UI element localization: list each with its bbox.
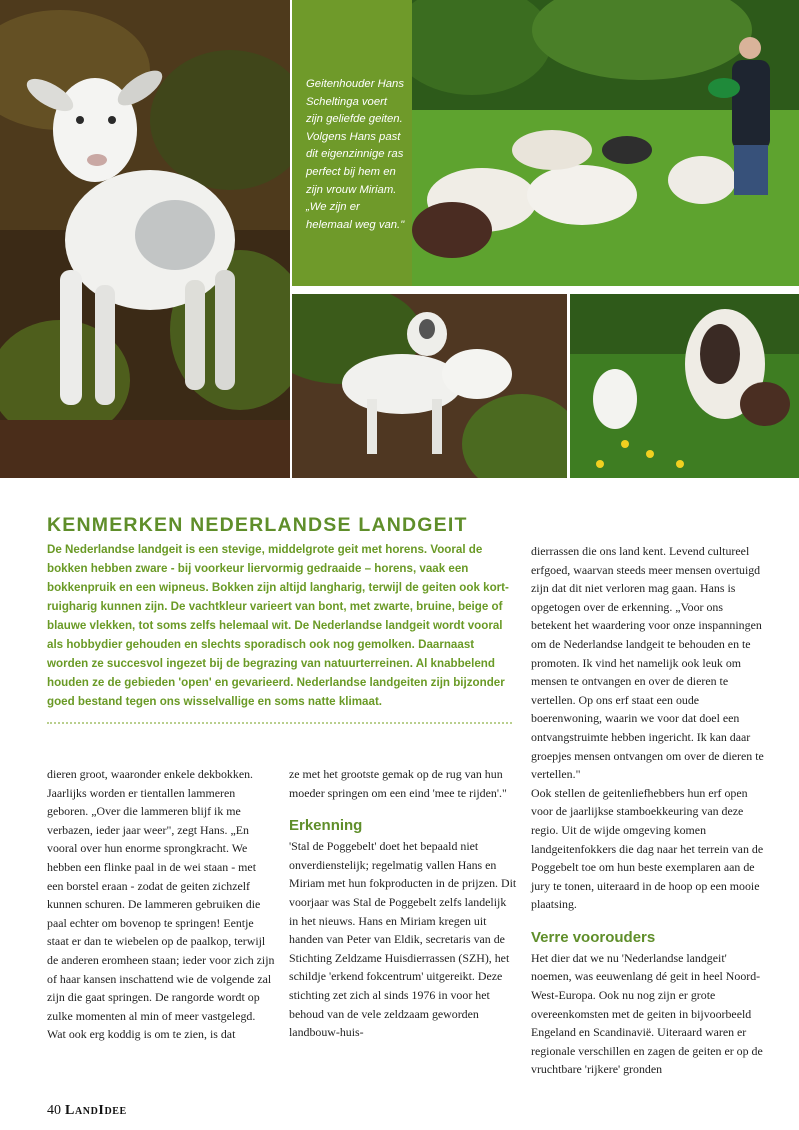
dotted-divider <box>47 722 512 724</box>
intro-paragraph: De Nederlandse landgeit is een stevige, middelgrote geit met horens. Vooral de bokken hebben zware - bij voorkeur liervormig gedraaide – horens, vaak een bokkenpruik en een wipneus. Bokken zijn altijd langharig, terwijl de geiten ook kort-ruigharig kunnen zijn. De vachtkleur varieert van bont, met zwarte, bruine, beige of blauwe vlekken, tot soms zelfs helemaal wit. De Nederlandse landgeit wordt vooral als hobbydier gehouden en slechts sporadisch ook nog gemolken. Daarnaast worden ze succesvol ingezet bij de begrazing van natuurterreinen. Al knabbelend houden ze de gebieden 'open' en gevarieerd. Nederlandse landgeiten zijn bijzonder goed bestand tegen ons wisselvallige en soms natte klimaat. <box>47 543 509 708</box>
photo-white-goat-kid <box>0 0 290 478</box>
section-heading: KENMERKEN NEDERLANDSE LANDGEIT <box>47 514 468 536</box>
photo-mother-goat-with-kid <box>570 294 799 478</box>
paragraph: dierrassen die ons land kent. Levend cultureel erfgoed, waarvan steeds meer mensen overtuigd zijn dat dit niet verloren mag gaan. Hans is opgetogen over de erkenning. „Voor ons betekent het waardering voor onze inspanningen om de Nederlandse landgeit te behouden en te promoten. Ik vind het namelijk ook leuk om mensen te ontvangen en over de dieren te vertellen. Op ons erf staat een oude boerenwoning, waarin we voor dat doel een ontvangstruimte hebben ingericht. Ik kan daar groepjes mensen ontvangen om over de dieren te vertellen." <box>531 544 764 782</box>
paragraph: Ook stellen de geitenliefhebbers hun erf open voor de jaarlijkse stamboekkeuring van deze regio. Uit de wijde omgeving komen landgeitenfokkers die dag naar het terrein van de Poggebelt toe om hun beste exemplaren aan de jury te tonen, uiteraard in de hoop op een mooie plaatsing. <box>531 785 764 912</box>
paragraph: Wat ook erg koddig is om te zien, is dat <box>47 1027 236 1042</box>
photo-caption-box <box>292 0 412 286</box>
page-footer <box>47 1103 127 1119</box>
subheading-erkenning: Erkenning <box>289 817 363 835</box>
page-number: 40 <box>47 1103 61 1118</box>
photo-caption: Geitenhouder Hans Scheltinga voert zijn geliefde geiten. Volgens Hans past dit eigenzinnige ras perfect bij hem en zijn vrouw Miriam. „We zijn er helemaal weg van." <box>306 78 405 231</box>
paragraph: Het dier dat we nu 'Nederlandse landgeit' noemen, was eeuwenlang dé geit in heel Noord-West-Europa. Ook nu nog zijn er grote overeenkomsten met de geiten in bijvoorbeeld Engeland en Scandinavië. Uiteraard waren er regionale verschillen en zagen de geiten er op de vruchtbare 'rijkere' gronden <box>531 950 763 1077</box>
magazine-brand: LandIdee <box>65 1103 127 1118</box>
photo-two-goat-kids-playing <box>292 294 567 478</box>
text-column-1 <box>47 765 275 1044</box>
paragraph: ze met het grootste gemak op de rug van hun moeder springen om een eind 'mee te rijden'." <box>289 767 507 800</box>
text-column-3 <box>531 542 765 1079</box>
subheading-verre-voorouders: Verre voorouders <box>531 928 656 946</box>
photo-goatkeeper-feeding-herd <box>412 0 799 286</box>
paragraph: dieren groot, waaronder enkele dekbokken. Jaarlijks worden er tientallen lammeren geboren. „Over die lammeren blijf ik me verbazen, ieder jaar weer", zegt Hans. „En vooral over hun enorme sprongkracht. We hebben een flinke paal in de wei staan - met een borstel eraan - zodat de geiten zichzelf kunnen schuren. De lammeren gebruiken die paal echter om bovenop te springen! Eentje staat er dan te wiebelen op de paalkop, terwijl de anderen eromheen staan; ieder voor zich zijn of haar kansen inschattend wie de volgende zal zijn die gaat springen. De rangorde wordt op zulke momenten al min of meer vastgelegd. <box>47 767 275 1023</box>
text-column-2 <box>289 765 517 1042</box>
paragraph: 'Stal de Poggebelt' doet het bepaald niet onverdienstelijk; regelmatig vallen Hans en Miriam met hun fokproducten in de prijzen. Dit voorjaar was Stal de Poggebelt zelfs landelijk in het nieuws. Hans en Miriam kregen uit handen van Peter van Eldik, secretaris van de Stichting Zeldzame Huisdierrassen (SZH), het schildje 'erkend fokcentrum' uitgereikt. Deze stichting zet zich al sinds 1976 in voor het behoud van de vele zeldzaam geworden landbouw-huis- <box>289 839 517 1040</box>
